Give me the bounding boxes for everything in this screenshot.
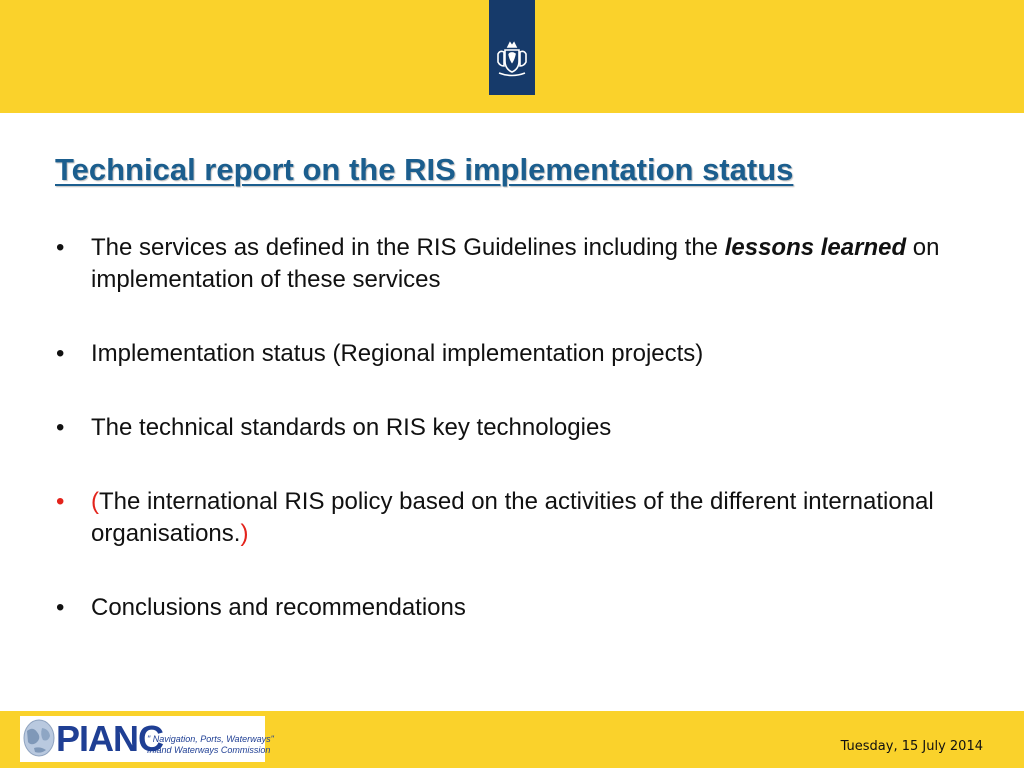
logo-tagline xyxy=(147,734,274,756)
bullet-text: The international RIS policy based on the activities of the different international organisations. xyxy=(91,488,934,547)
close-parenthesis: ) xyxy=(240,520,249,547)
bullet-text: The technical standards on RIS key technologies xyxy=(91,414,612,441)
bullet-marker: • xyxy=(56,340,65,367)
slide-date: Tuesday, 15 July 2014 xyxy=(840,739,983,754)
bullet-marker: • xyxy=(56,594,65,621)
bullet-marker: • xyxy=(56,234,65,261)
royal-coat-of-arms-icon xyxy=(492,40,532,80)
pianc-logo xyxy=(20,716,274,762)
bullet-marker: • xyxy=(56,414,65,441)
open-parenthesis: ( xyxy=(91,488,99,515)
bullet-text: Implementation status (Regional implementation projects) xyxy=(91,340,704,367)
bullet-item-implementation-status xyxy=(52,338,982,370)
bullet-list xyxy=(52,232,982,666)
bullet-text: The services as defined in the RIS Guidelines including the xyxy=(91,234,725,261)
crest-ribbon xyxy=(489,0,535,95)
tagline-line-2: Inland Waterways Commission xyxy=(147,745,271,755)
bullet-text: Conclusions and recommendations xyxy=(91,594,466,621)
bullet-text-continued: on implementation of these services xyxy=(91,234,940,293)
bullet-marker: • xyxy=(56,488,65,515)
bullet-item-services xyxy=(52,232,982,296)
bullet-item-conclusions xyxy=(52,592,982,624)
bullet-emphasis: lessons learned xyxy=(724,234,907,261)
logo-text: PIANC xyxy=(56,718,164,759)
globe-icon xyxy=(22,716,56,760)
tagline-line-1: " Navigation, Ports, Waterways" xyxy=(147,734,274,744)
bullet-item-international-policy xyxy=(52,486,982,550)
bullet-item-technical-standards xyxy=(52,412,982,444)
slide-title: Technical report on the RIS implementation status xyxy=(55,152,794,187)
